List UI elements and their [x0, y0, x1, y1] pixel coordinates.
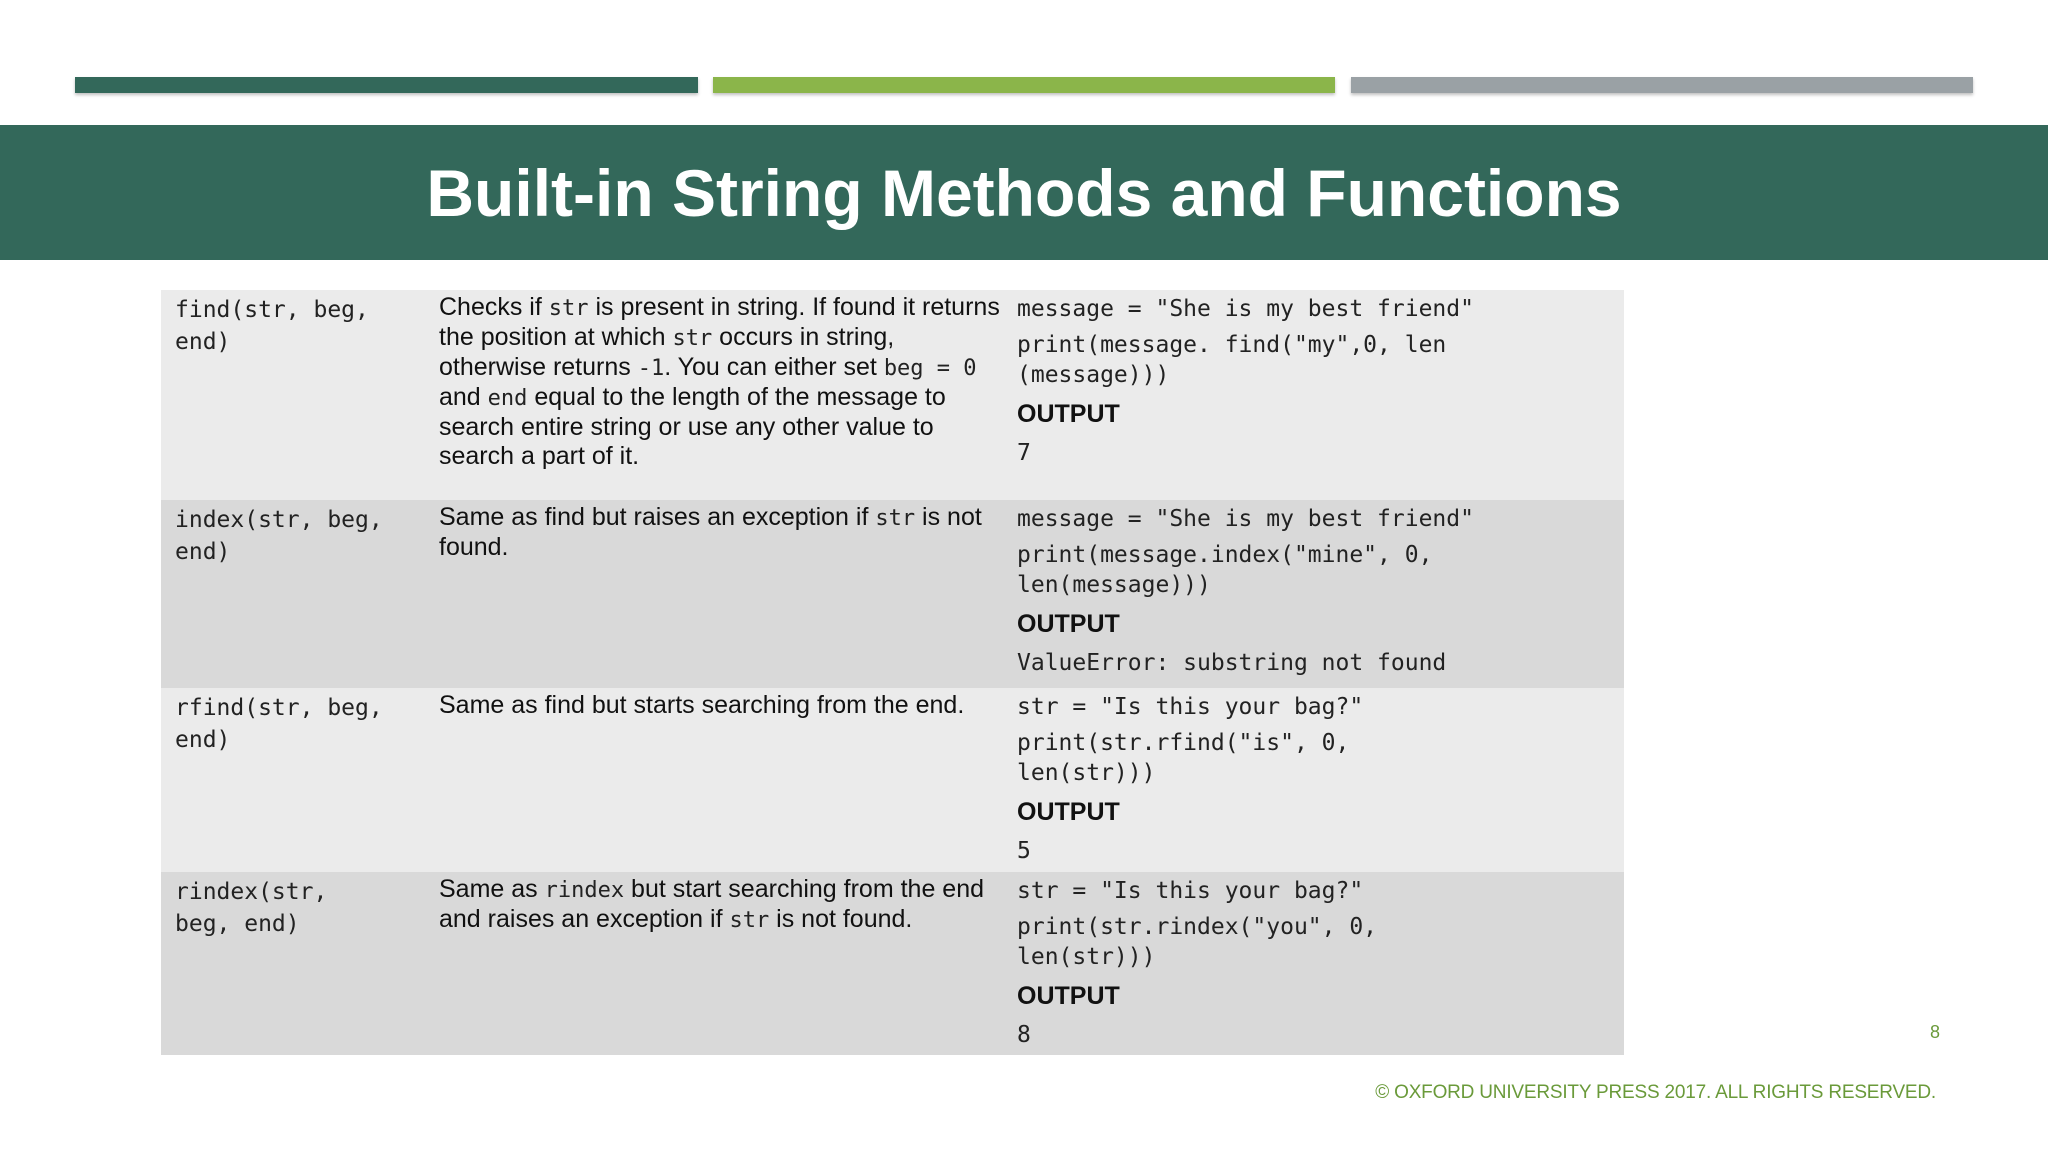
method-description-cell — [439, 872, 1017, 1055]
example-code-line: str = "Is this your bag?" — [1017, 694, 1364, 720]
description-text: occurs in string, otherwise returns — [439, 323, 895, 381]
method-description — [439, 293, 1003, 471]
method-signature: rindex(str, beg, end) — [175, 879, 328, 937]
inline-code: rindex — [544, 878, 625, 903]
output-value: 5 — [1017, 838, 1031, 864]
inline-code: -1 — [637, 356, 665, 381]
title-band — [0, 125, 2048, 260]
method-signature: index(str, beg, end) — [175, 507, 383, 565]
example-code-line: message = "She is my best friend" — [1017, 296, 1474, 322]
example-code-line: print(str.rindex("you", 0, len(str))) — [1017, 914, 1378, 970]
slide-title: Built-in String Methods and Functions — [426, 155, 1622, 230]
string-methods-table — [161, 290, 1624, 1055]
output-label: OUTPUT — [1017, 610, 1120, 638]
example-code-line: print(message.index("mine", 0, len(message))) — [1017, 542, 1433, 598]
method-signature-cell — [161, 688, 439, 872]
description-text: equal to the length of the message to search entire string or use any other value to search a part of it. — [439, 383, 946, 470]
description-text: is present in string. If found it returns the position at which — [439, 293, 1000, 351]
example-code-line: print(message. find("my",0, len (message))) — [1017, 332, 1447, 388]
description-text: is not found. — [769, 905, 913, 933]
inline-code: str — [875, 506, 916, 531]
inline-code: str — [672, 326, 713, 351]
accent-bar-light-green — [713, 77, 1335, 93]
output-value: 8 — [1017, 1022, 1031, 1048]
method-signature-cell — [161, 500, 439, 688]
method-description-cell — [439, 688, 1017, 872]
inline-code: end — [487, 386, 528, 411]
example-cell — [1017, 290, 1624, 500]
table-row — [161, 290, 1624, 500]
output-label: OUTPUT — [1017, 798, 1120, 826]
method-signature-cell — [161, 872, 439, 1055]
description-text: Same as find but raises an exception if — [439, 503, 876, 531]
example-cell — [1017, 872, 1624, 1055]
example-code-line: print(str.rfind("is", 0, len(str))) — [1017, 730, 1350, 786]
method-description-cell — [439, 500, 1017, 688]
description-text: . You can either set — [664, 353, 884, 381]
description-text: is not found. — [439, 503, 982, 561]
output-label: OUTPUT — [1017, 982, 1120, 1010]
table-row — [161, 500, 1624, 688]
output-value: ValueError: substring not found — [1017, 650, 1447, 676]
output-label: OUTPUT — [1017, 400, 1120, 428]
inline-code: str — [729, 908, 770, 933]
example-code-line: message = "She is my best friend" — [1017, 506, 1474, 532]
method-description-cell — [439, 290, 1017, 500]
table-row — [161, 872, 1624, 1055]
method-description — [439, 691, 1003, 720]
method-signature-cell — [161, 290, 439, 500]
copyright-notice: © OXFORD UNIVERSITY PRESS 2017. ALL RIGHTS RESERVED. — [1375, 1082, 1936, 1103]
description-text: Checks if — [439, 293, 549, 321]
accent-bar-gray — [1351, 77, 1973, 93]
table-row — [161, 688, 1624, 872]
description-text: Same as — [439, 875, 545, 903]
method-signature: rfind(str, beg, end) — [175, 695, 383, 753]
example-cell — [1017, 500, 1624, 688]
inline-code: str — [548, 296, 589, 321]
method-description — [439, 503, 1003, 562]
method-description — [439, 875, 1003, 935]
description-text: but start searching from the end and raises an exception if — [439, 875, 985, 933]
example-cell — [1017, 688, 1624, 872]
method-signature: find(str, beg, end) — [175, 297, 369, 355]
inline-code: beg = 0 — [883, 356, 977, 381]
description-text: and — [439, 383, 488, 411]
page-number: 8 — [1929, 1022, 1940, 1042]
accent-bar-dark-green — [75, 77, 698, 93]
example-code-line: str = "Is this your bag?" — [1017, 878, 1364, 904]
description-text: Same as find but starts searching from the end. — [439, 691, 965, 719]
output-value: 7 — [1017, 440, 1031, 466]
